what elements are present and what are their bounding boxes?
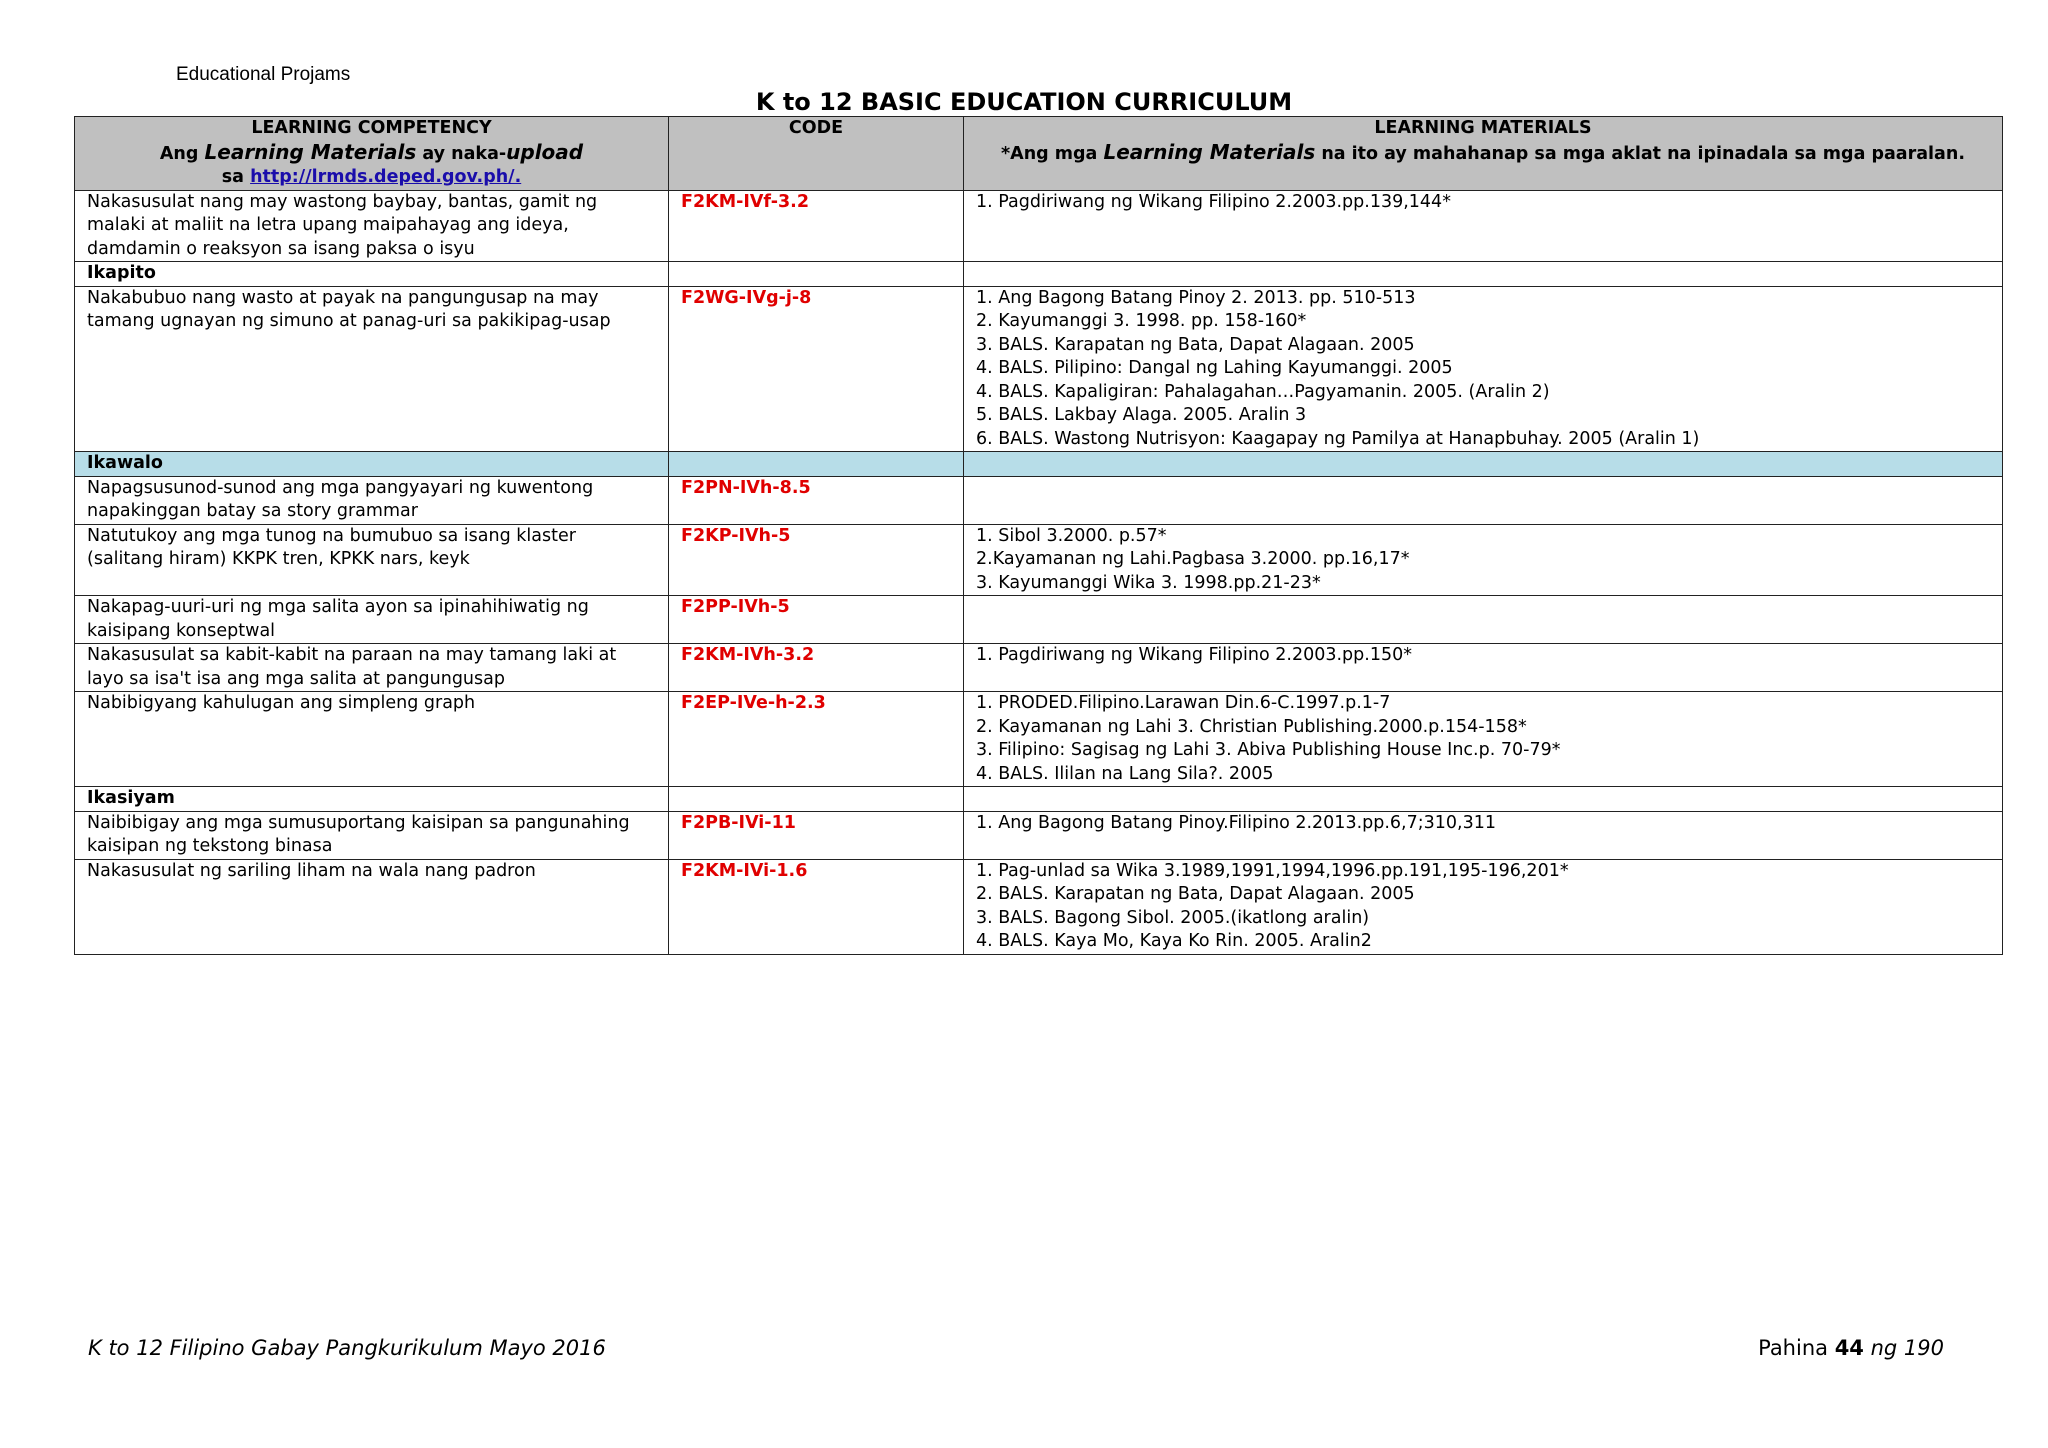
table-row (75, 476, 2003, 524)
materials-cell (964, 190, 2003, 262)
material-item: 4. BALS. Pilipino: Dangal ng Lahing Kayumanggi. 2005 (976, 358, 1453, 378)
material-item: 1. Sibol 3.2000. p.57* (976, 525, 1167, 546)
empty-cell (669, 452, 964, 477)
code-cell: F2PN-IVh-8.5 (669, 476, 964, 524)
competency-cell: Nakabubuo nang wasto at payak na pangungusap na may tamang ugnayan ng simuno at panag-uri sa pakikipag-usap (75, 286, 669, 452)
header-competency-link-line (87, 166, 656, 190)
header-materials-title: LEARNING MATERIALS (1374, 118, 1592, 138)
table-row (75, 692, 2003, 787)
materials-cell (964, 476, 2003, 524)
material-item: 3. Kayumanggi Wika 3. 1998.pp.21-23* (976, 572, 1321, 593)
materials-cell (964, 596, 2003, 644)
material-item: 3. BALS. Karapatan ng Bata, Dapat Alagaan. 2005 (976, 334, 1415, 355)
header-note-text: *Ang mga (1001, 143, 1104, 164)
header-code (669, 117, 964, 191)
materials-cell (964, 286, 2003, 452)
code-cell: F2KM-IVf-3.2 (669, 190, 964, 262)
table-row (75, 811, 2003, 859)
footer-page-total: ng 190 (1863, 1336, 1944, 1360)
quarter-label: Ikapito (75, 262, 669, 287)
material-item: 1. Pag-unlad sa Wika 3.1989,1991,1994,1996.pp.191,195-196,201* (976, 860, 1569, 881)
empty-cell (669, 262, 964, 287)
table-row (75, 596, 2003, 644)
table-body (75, 190, 2003, 954)
curriculum-table (74, 116, 2003, 955)
header-competency-note (87, 141, 656, 167)
code-cell: F2KP-IVh-5 (669, 524, 964, 596)
material-item: 4. BALS. Ililan na Lang Sila?. 2005 (976, 763, 1274, 784)
material-item: 2. Kayumanggi 3. 1998. pp. 158-160* (976, 311, 1307, 331)
empty-cell (669, 787, 964, 812)
header-competency-title: LEARNING COMPETENCY (251, 118, 492, 138)
material-item: 3. BALS. Bagong Sibol. 2005.(ikatlong aralin) (976, 907, 1370, 928)
quarter-header-row (75, 787, 2003, 812)
material-item: 1. Pagdiriwang ng Wikang Filipino 2.2003.pp.150* (976, 645, 1412, 665)
footer-page-prefix: Pahina (1758, 1336, 1835, 1360)
quarter-label: Ikasiyam (75, 787, 669, 812)
material-item: 3. Filipino: Sagisag ng Lahi 3. Abiva Publishing House Inc.p. 70-79* (976, 740, 1561, 760)
materials-cell (964, 692, 2003, 787)
material-item: 2.Kayamanan ng Lahi.Pagbasa 3.2000. pp.16,17* (976, 549, 1410, 569)
competency-cell: Natutukoy ang mga tunog na bumubuo sa isang klaster (salitang hiram) KKPK tren, KPKK nars, keyk (75, 524, 669, 596)
header-note-text: Ang (159, 143, 205, 164)
materials-cell (964, 524, 2003, 596)
table-row (75, 859, 2003, 954)
header-note-emphasis: Learning Materials (1103, 139, 1316, 164)
code-cell: F2WG-IVg-j-8 (669, 286, 964, 452)
empty-cell (964, 452, 2003, 477)
material-item: 2. Kayamanan ng Lahi 3. Christian Publishing.2000.p.154-158* (976, 716, 1527, 737)
quarter-label: Ikawalo (75, 452, 669, 477)
empty-cell (964, 787, 2003, 812)
competency-cell: Nakasusulat sa kabit-kabit na paraan na may tamang laki at layo sa isa't isa ang mga salita at pangungusap (75, 644, 669, 692)
header-learning-materials (964, 117, 2003, 191)
competency-cell: Nabibigyang kahulugan ang simpleng graph (75, 692, 669, 787)
material-item: 1. PRODED.Filipino.Larawan Din.6-C.1997.p.1-7 (976, 693, 1391, 713)
footer-page-current: 44 (1834, 1336, 1864, 1360)
material-item: 6. BALS. Wastong Nutrisyon: Kaagapay ng Pamilya at Hanapbuhay. 2005 (Aralin 1) (976, 428, 1700, 449)
competency-cell: Naibibigay ang mga sumusuportang kaisipan sa pangunahing kaisipan ng tekstong binasa (75, 811, 669, 859)
material-item: 4. BALS. Kapaligiran: Pahalagahan…Pagyamanin. 2005. (Aralin 2) (976, 381, 1550, 402)
material-item: 1. Pagdiriwang ng Wikang Filipino 2.2003.pp.139,144* (976, 191, 1451, 212)
header-note-text: na ito ay mahahanap sa mga aklat na ipinadala sa mga paaralan. (1315, 143, 1965, 164)
table-header-row (75, 117, 2003, 191)
material-item: 4. BALS. Kaya Mo, Kaya Ko Rin. 2005. Aralin2 (976, 931, 1372, 951)
competency-cell: Nakasusulat nang may wastong baybay, bantas, gamit ng malaki at maliit na letra upang maipahayag ang ideya, damdamin o reaksyon sa isang paksa o isyu (75, 190, 669, 262)
page-title: K to 12 BASIC EDUCATION CURRICULUM (755, 88, 1293, 116)
table-row (75, 190, 2003, 262)
empty-cell (964, 262, 2003, 287)
competency-cell: Napagsusunod-sunod ang mga pangyayari ng kuwentong napakinggan batay sa story grammar (75, 476, 669, 524)
footer-guide-title: K to 12 Filipino Gabay Pangkurikulum Mayo 2016 (88, 1336, 606, 1360)
table-row (75, 286, 2003, 452)
code-cell: F2PP-IVh-5 (669, 596, 964, 644)
header-note-emphasis: upload (506, 139, 584, 164)
footer-page-number (1758, 1336, 1944, 1360)
header-code-title: CODE (788, 118, 844, 138)
code-cell: F2KM-IVh-3.2 (669, 644, 964, 692)
material-item: 1. Ang Bagong Batang Pinoy.Filipino 2.2013.pp.6,7;310,311 (976, 812, 1497, 833)
code-cell: F2EP-IVe-h-2.3 (669, 692, 964, 787)
header-note-text: ay naka- (416, 143, 507, 164)
materials-cell (964, 859, 2003, 954)
competency-cell: Nakasusulat ng sariling liham na wala nang padron (75, 859, 669, 954)
table-row (75, 524, 2003, 596)
table-row (75, 644, 2003, 692)
quarter-header-row (75, 262, 2003, 287)
quarter-header-row (75, 452, 2003, 477)
material-item: 2. BALS. Karapatan ng Bata, Dapat Alagaan. 2005 (976, 884, 1415, 904)
header-learning-competency (75, 117, 669, 191)
code-cell: F2PB-IVi-11 (669, 811, 964, 859)
header-note-text: sa (221, 167, 251, 187)
header-materials-note (976, 141, 1990, 167)
header-note-emphasis: Learning Materials (204, 139, 417, 164)
materials-cell (964, 644, 2003, 692)
header-note: Educational Projams (176, 64, 351, 85)
lrmds-link[interactable]: http://lrmds.deped.gov.ph/. (250, 167, 522, 187)
material-item: 1. Ang Bagong Batang Pinoy 2. 2013. pp. 510-513 (976, 287, 1416, 308)
material-item: 5. BALS. Lakbay Alaga. 2005. Aralin 3 (976, 405, 1307, 425)
competency-cell: Nakapag-uuri-uri ng mga salita ayon sa ipinahihiwatig ng kaisipang konseptwal (75, 596, 669, 644)
materials-cell (964, 811, 2003, 859)
code-cell: F2KM-IVi-1.6 (669, 859, 964, 954)
